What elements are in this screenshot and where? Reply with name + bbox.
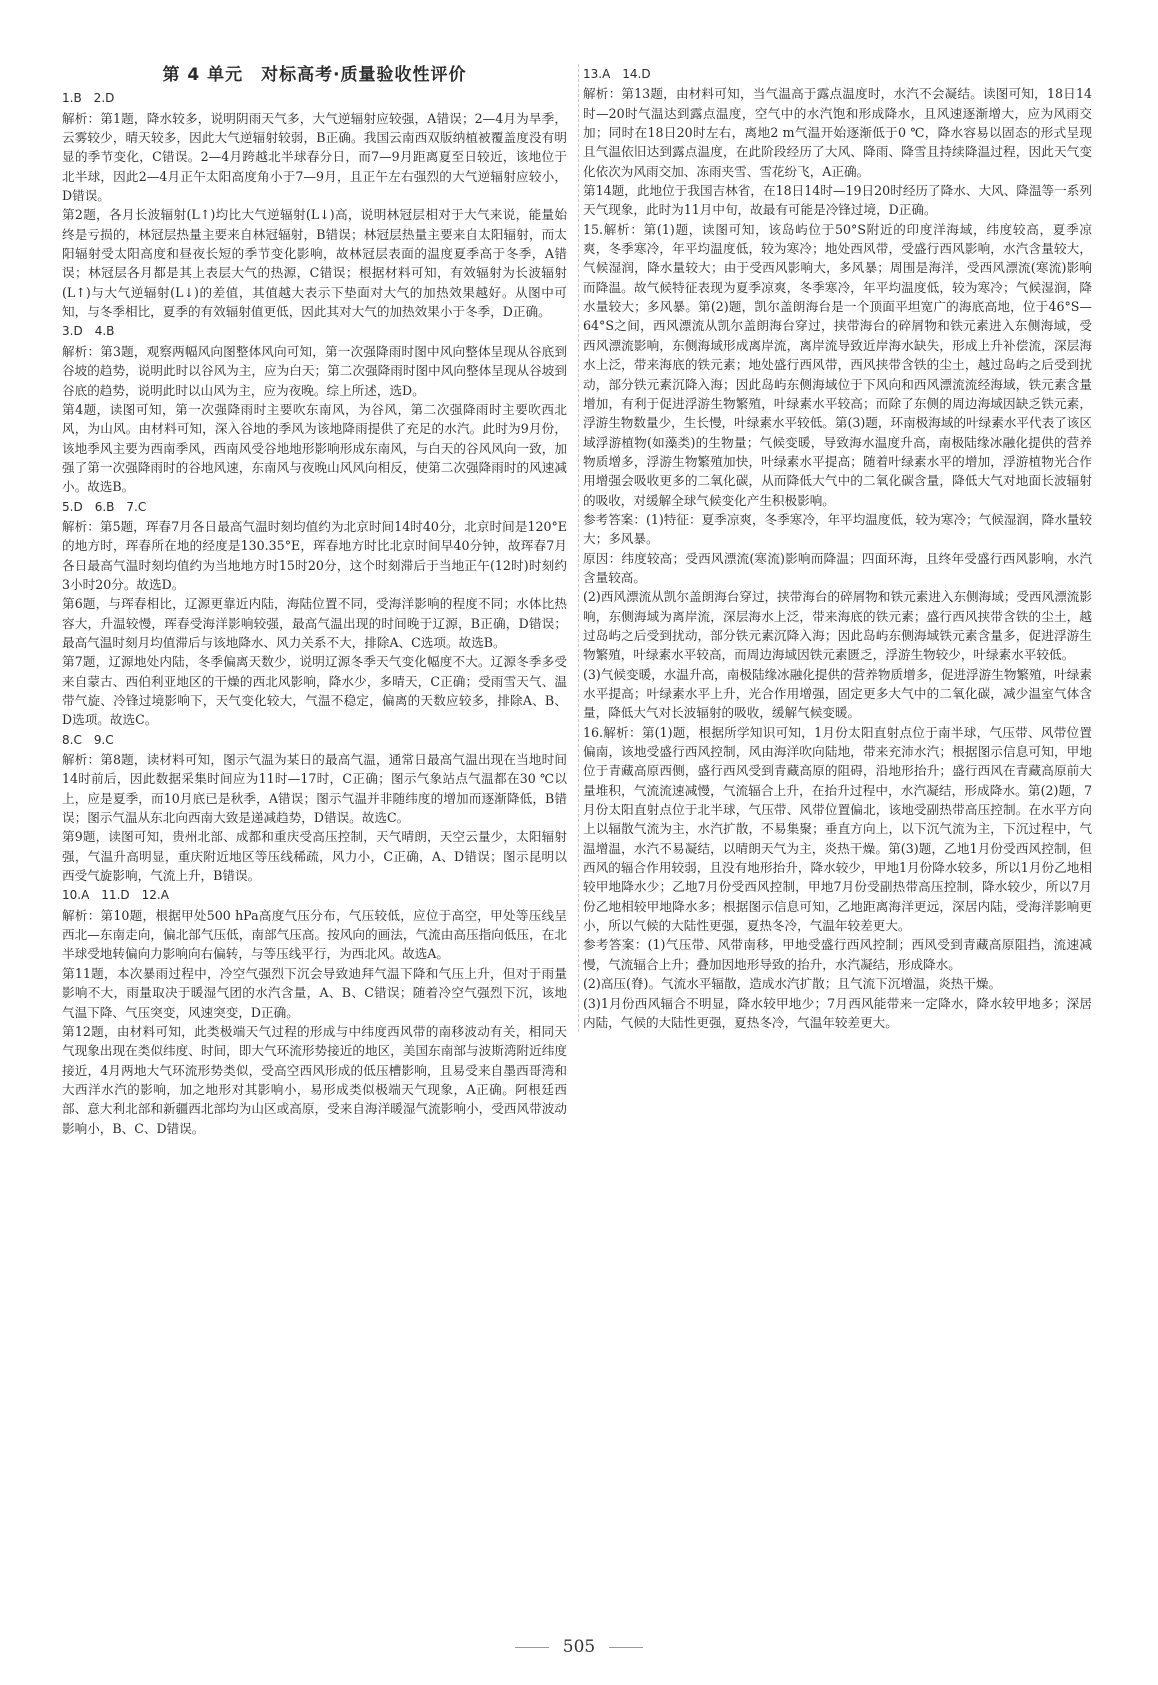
page-number-dash-left bbox=[515, 1647, 549, 1648]
explanation-paragraph: (2)西风漂流从凯尔盖朗海台穿过，挟带海台的碎屑物和铁元素进入东侧海域；受西风漂流影响，东侧海域为离岸流，深层海水上泛，带来海底的铁元素；盛行西风挟带含铁的尘土，越过岛屿之后受到扰动，部分铁元素沉降入海；因此岛屿东侧海域铁元素含量多，促进浮游生物繁殖，叶绿素水平较高，而周边海域因铁元素匮乏，浮游生物较少，叶绿素水平较低。 bbox=[583, 589, 1092, 663]
top-marks bbox=[440, 8, 740, 18]
explanation-paragraph: 第14题，此地位于我国吉林省，在18日14时—19日20时经历了降水、大风、降温等一系列天气现象，此时为11月中旬，故最有可能是冷锋过境，D正确。 bbox=[583, 183, 1092, 218]
right-column-body bbox=[583, 65, 1092, 1032]
explanation-paragraph: 原因：纬度较高；受西风漂流(寒流)影响而降温；四面环海，且终年受盛行西风影响，水汽含量较高。 bbox=[583, 550, 1092, 585]
page-number-text: 505 bbox=[562, 1637, 596, 1657]
explanation-paragraph: 第2题，各月长波辐射(L↑)均比大气逆辐射(L↓)高，说明林冠层相对于大气来说，能量始终是亏损的，林冠层热量主要来自林冠辐射，B错误；林冠层热量主要来自太阳辐射，而太阳辐射受太阳高度和昼夜长短的季节变化影响，故林冠层表面的温度夏季高于冬季，A错误；林冠层各月都是其上表层大气的热源，C错误；根据材料可知，有效辐射为长波辐射(L↑)与大气逆辐射(L↓)的差值，其值越大表示下垫面对大气的加热效果越好。从图中可知，与冬季相比，夏季的有效辐射值更低，因此其对大气的加热效果小于冬季，D正确。 bbox=[62, 207, 567, 320]
left-column-body bbox=[62, 89, 567, 1138]
explanation-paragraph: 解析：第1题，降水较多，说明阴雨天气多，大气逆辐射应较强，A错误；2—4月为旱季，云雾较少，晴天较多，因此大气逆辐射较弱，B正确。我国云南西双版纳植被覆盖度没有明显的季节变化，C错误。2—4月跨越北半球春分日，而7—9月距离夏至日较近，该地位于北半球，因此2—4月正午太阳高度角小于7—9月，且正午左右强烈的大气逆辐射应较小，D错误。 bbox=[62, 110, 567, 204]
page-number-dash-right bbox=[609, 1647, 643, 1648]
explanation-paragraph: 第12题，由材料可知，此类极端天气过程的形成与中纬度西风带的南移波动有关，相同天气现象出现在类似纬度、时间，即大气环流形势接近的地区，美国东南部与波斯湾附近纬度接近，4月两地大气环流形势类似，受高空西风形成的低压槽影响，且易受来自墨西哥湾和大西洋水汽的影响，加之地形对其影响小，易形成类似极端天气现象，A正确。阿根廷西部、意大利北部和新疆西北部均为山区或高原，受来自海洋暖湿气流影响小，受西风带波动影响小，B、C、D错误。 bbox=[62, 1023, 567, 1136]
explanation-paragraph: 第11题，本次暴雨过程中，冷空气强烈下沉会导致迪拜气温下降和气压上升，但对于雨量影响不大，雨量取决于暖湿气团的水汽含量，A、B、C错误；随着冷空气强烈下沉，该地气温下降、气压突变，风速突变，D正确。 bbox=[62, 965, 567, 1020]
explanation-paragraph: 第6题，与珲春相比，辽源更靠近内陆，海陆位置不同，受海洋影响的程度不同；水体比热容大，升温较慢，珲春受海洋影响较强，最高气温出现的时间晚于辽源，B正确，D错误；最高气温时刻月均值滞后与该地降水、风力关系不大，排除A、C选项。故选B。 bbox=[62, 596, 567, 650]
page-number bbox=[0, 1637, 1158, 1657]
explanation-paragraph: 解析：第5题，珲春7月各日最高气温时刻均值约为北京时间14时40分，北京时间是120°E的地方时，珲春所在地的经度是130.35°E，珲春地方时比北京时间早40分钟，故珲春7月各日最高气温时刻均值约为当地地方时15时20分，这个时刻滞后于当地正午(12时)时刻约3小时20分。故选D。 bbox=[62, 518, 567, 592]
explanation-paragraph: 第4题，读图可知，第一次强降雨时主要吹东南风，为谷风，第二次强降雨时主要吹西北风，为山风。由材料可知，深入谷地的季风为该地降雨提供了充足的水汽。此时为9月份，该地季风主要为西南季风，西南风受谷地地形影响形成东南风，与白天的谷风风向一致，加强了第一次强降雨时的谷地风速，东南风与夜晚山风风向相反，使第二次强降雨时的风速减小。故选B。 bbox=[62, 401, 567, 495]
explanation-paragraph: (2)高压(脊)。气流水平辐散，造成水汽扩散；且气流下沉增温，炎热干燥。 bbox=[583, 976, 1002, 992]
answer-key-line: 5.D 6.B 7.C bbox=[62, 499, 147, 514]
explanation-paragraph: 解析：第3题，观察两幅风向图整体风向可知，第一次强降雨时图中风向整体呈现从谷底到谷坡的趋势，说明此时以谷风为主，应为白天；第二次强降雨时图中风向整体呈现从谷坡到谷底的趋势，说明此时以山风为主，应为夜晚。综上所述，选D。 bbox=[62, 343, 567, 398]
explanation-paragraph: (3)1月份西风辐合不明显，降水较甲地少；7月西风能带来一定降水，降水较甲地多；深居内陆，气候的大陆性更强，夏热冬冷，气温年较差更大。 bbox=[583, 995, 1092, 1030]
answer-key-line: 1.B 2.D bbox=[62, 91, 115, 106]
answer-key-line: 10.A 11.D 12.A bbox=[62, 888, 169, 903]
answer-key-line: 3.D 4.B bbox=[62, 324, 115, 339]
unit-title: 第 4 单元 对标高考·质量验收性评价 bbox=[162, 65, 467, 85]
explanation-paragraph: 解析：第10题，根据甲处500 hPa高度气压分布，气压较低，应位于高空，甲处等压线呈西北—东南走向，偏北部气压低，南部气压高。按风向的画法，气流由高压指向低压，在北半球受地转偏向力影响向右偏转，与等压线平行，为西北风。故选A。 bbox=[62, 907, 567, 962]
explanation-paragraph: 16.解析：第(1)题，根据所学知识可知，1月份太阳直射点位于南半球，气压带、风带位置偏南，该地受盛行西风控制，风由海洋吹向陆地，带来充沛水汽；根据图示信息可知，甲地位于青藏高原西侧，盛行西风受到青藏高原的阻碍，沿地形抬升；盛行西风在青藏高原前大量堆积，气流流速减慢，气流辐合上升，在抬升过程中，水汽凝结，形成降水。第(2)题，7月份太阳直射点位于北半球，气压带、风带位置偏北，该地受副热带高压控制。在水平方向上以辐散气流为主，水汽扩散，不易集聚；垂直方向上，以下沉气流为主，下沉过程中，气温增温，水汽不易凝结，以晴朗天气为主，炎热干燥。第(3)题，乙地1月份受西风控制，但西风的辐合作用较弱，且没有地形抬升，降水较少，甲地1月份降水较多，所以1月份乙地相较甲地降水少；乙地7月份受西风控制，甲地7月份受副热带高压控制，降水较少，所以7月份乙地相较甲地降水多；根据图示信息可知，乙地距离海洋更远，深居内陆，受海洋影响更小，所以气候的大陆性更强，夏热冬冷，气温年较差更大。 bbox=[583, 724, 1092, 934]
right-column bbox=[578, 64, 1092, 1032]
explanation-paragraph: 解析：第8题，读材料可知，图示气温为某日的最高气温，通常日最高气温出现在当地时间14时前后，因此数据采集时间应为11时—17时，C正确；图示气象站点气温都在30 ℃以上，应是夏季，而10月底已是秋季，A错误；图示气温并非随纬度的增加而逐渐降低，B错误；图示气温从东北向西南大致是递减趋势，D错误。故选C。 bbox=[62, 752, 567, 826]
explanation-paragraph: 解析：第13题，由材料可知，当气温高于露点温度时，水汽不会凝结。读图可知，18日14时—20时气温达到露点温度，空气中的水汽饱和形成降水，且风速逐渐增大，应为风雨交加；同时在18日20时左右，离地2 m气温开始逐渐低于0 ℃，降水容易以固态的形式呈现且气温依旧达到露点温度，在此阶段经历了大风、降雨、降雪且持续降温过程，因此天气变化依次为风雨交加、冻雨夹雪、雪花纷飞，A正确。 bbox=[583, 86, 1092, 179]
explanation-paragraph: 参考答案：(1)特征：夏季凉爽，冬季寒冷，年平均温度低，较为寒冷；气候湿润，降水量较大；多风暴。 bbox=[583, 511, 1092, 547]
answer-key-line: 13.A 14.D bbox=[583, 67, 651, 81]
explanation-paragraph: (3)气候变暖，水温升高，南极陆缘冰融化提供的营养物质增多，促进浮游生物繁殖，叶绿素水平提高；叶绿素水平上升，光合作用增强，固定更多大气中的二氧化碳，减少温室气体含量，降低大气对长波辐射的吸收，缓解气候变暖。 bbox=[583, 666, 1092, 721]
explanation-paragraph: 第7题，辽源地处内陆，冬季偏离天数少，说明辽源冬季天气变化幅度不大。辽源冬季多受来自蒙古、西伯利亚地区的干燥的西北风影响，降水少，多晴天，C正确；受雨雪天气、温带气旋、冷锋过境影响下，天气变化较大，气温不稳定，偏离的天数应较多，排除A、B、D选项。故选C。 bbox=[62, 654, 567, 728]
explanation-paragraph: 15.解析：第(1)题，读图可知，该岛屿位于50°S附近的印度洋海域，纬度较高，夏季凉爽，冬季寒冷，年平均温度低，较为寒冷；地处西风带，受盛行西风影响，水汽含量较大，气候湿润，降水量较大；由于受西风影响大，多风暴；周围是海洋，受西风漂流(寒流)影响而降温。故气候特征表现为夏季凉爽，冬季寒冷，年平均温度低，较为寒冷；气候湿润，降水量较大；多风暴。第(2)题，凯尔盖朗海台是一个顶面平坦宽广的海底高地，位于46°S—64°S之间，西风漂流从凯尔盖朗海台穿过，挟带海台的碎屑物和铁元素进入东侧海域，受西风漂流影响，东侧海域形成离岸流，离岸流导致近岸海水缺失，形成上升补偿流，深层海水上泛，带来海底的铁元素；地处盛行西风带，西风挟带含铁的尘土，越过岛屿之后受到扰动，部分铁元素沉降入海；因此岛屿东侧海域位于下风向和西风漂流流经海域，铁元素含量增加，有利于促进浮游生物繁殖，叶绿素水平较高；而除了东侧的周边海域因缺乏铁元素，浮游生物数量少，生长慢，叶绿素水平较低。第(3)题，环南极海域的叶绿素水平代表了该区域浮游植物(如藻类)的生物量；气候变暖，导致海水温度升高，南极陆缘冰融化提供的营养物质增多，浮游生物繁殖加快，叶绿素水平提高；随着叶绿素水平的增加，浮游植物光合作用增强会吸收更多的二氧化碳，从而降低大气中的二氧化碳含量，降低大气对地面长波辐射的吸收，对缓解全球气候变化产生积极影响。 bbox=[583, 221, 1092, 508]
left-column bbox=[62, 64, 567, 1138]
explanation-paragraph: 参考答案：(1)气压带、风带南移，甲地受盛行西风控制；西风受到青藏高原阻挡，流速减慢，气流辐合上升；叠加因地形导致的抬升，水汽凝结，形成降水。 bbox=[583, 937, 1092, 972]
answer-key-line: 8.C 9.C bbox=[62, 732, 114, 747]
explanation-paragraph: 第9题，读图可知，贵州北部、成都和重庆受高压控制，天气晴朗，天空云量少，太阳辐射强，气温升高明显，重庆附近地区等压线稀疏，风力小，C正确，A、D错误；图示昆明以西受气旋影响，气流上升，B错误。 bbox=[62, 829, 567, 884]
